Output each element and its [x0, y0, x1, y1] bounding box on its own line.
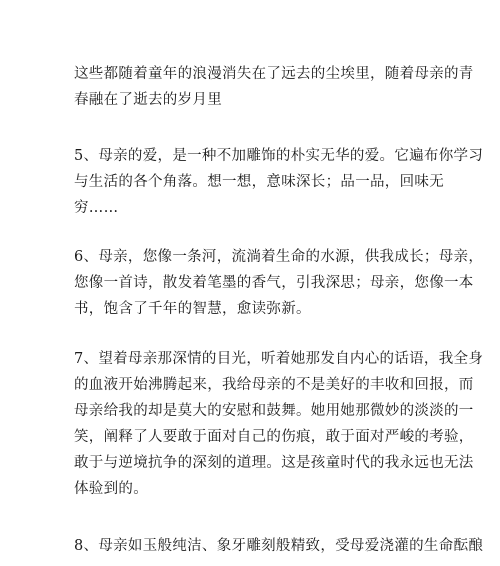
text-line: 7、望着母亲那深情的目光，听着她那发自内心的话语，我全身 — [74, 351, 484, 367]
text-line: 这些都随着童年的浪漫消失在了远去的尘埃里，随着母亲的青 — [74, 66, 474, 82]
paragraph-8 — [74, 533, 484, 559]
text-line: 笑，阐释了人要敢于面对自己的伤痕，敢于面对严峻的考验， — [74, 429, 474, 445]
paragraph-6 — [74, 244, 484, 322]
text-line: 6、母亲，您像一条河，流淌着生命的水源，供我成长；母亲， — [74, 249, 484, 265]
text-line: 的血液开始沸腾起来，我给母亲的不是美好的丰收和回报，而 — [74, 377, 474, 393]
text-line: 8、母亲如玉般纯洁、象牙雕刻般精致，受母爱浇灌的生命酝酿 — [74, 538, 484, 554]
text-line: 体验到的。 — [74, 481, 148, 497]
text-line: 母亲给我的却是莫大的安慰和鼓舞。她用她那微妙的淡淡的一 — [74, 403, 474, 419]
paragraph-4-ending — [74, 61, 474, 113]
text-line: 敢于与逆境抗争的深刻的道理。这是孩童时代的我永远也无法 — [74, 455, 474, 471]
paragraph-7 — [74, 346, 484, 502]
paragraph-5 — [74, 143, 484, 221]
text-line: 春融在了逝去的岁月里 — [74, 92, 222, 108]
text-line: 穷…… — [74, 200, 119, 216]
text-line: 5、母亲的爱，是一种不加雕饰的朴实无华的爱。它遍布你学习 — [74, 148, 484, 164]
text-line: 您像一首诗，散发着笔墨的香气，引我深思；母亲，您像一本 — [74, 275, 474, 291]
text-line: 书，饱含了千年的智慧，愈读弥新。 — [74, 301, 311, 317]
text-line: 与生活的各个角落。想一想，意味深长；品一品，回味无 — [74, 174, 444, 190]
